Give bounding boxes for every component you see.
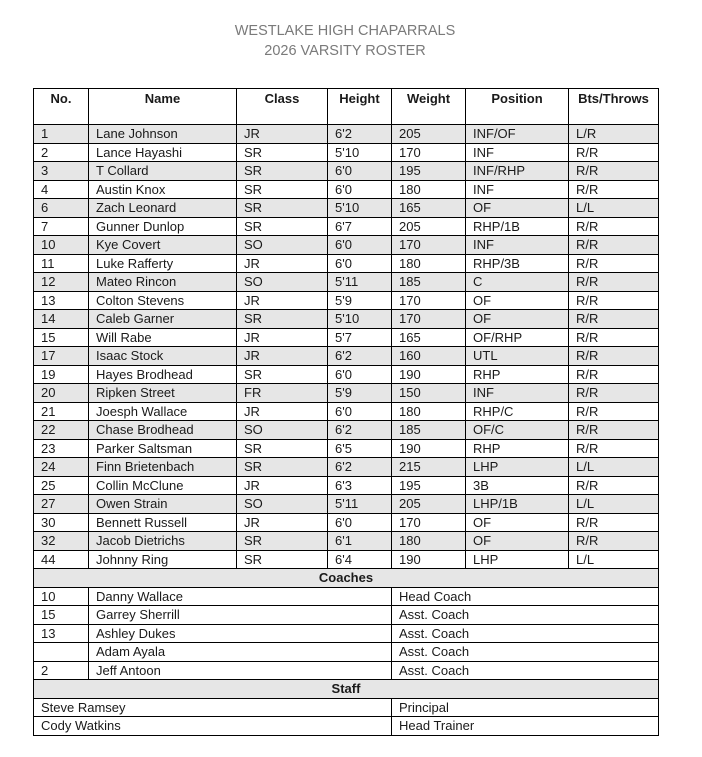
player-row [34, 550, 659, 569]
player-number-cell: 20 [34, 384, 89, 403]
player-class-cell: JR [237, 476, 328, 495]
header-row [34, 89, 659, 125]
player-row [34, 125, 659, 144]
player-bats-throws-cell: R/R [569, 532, 659, 551]
player-bats-throws-cell: R/R [569, 273, 659, 292]
staff-heading: Staff [34, 680, 659, 699]
player-weight-cell: 215 [392, 458, 466, 477]
player-name-cell: Caleb Garner [89, 310, 237, 329]
player-name-cell: Lance Hayashi [89, 143, 237, 162]
player-height-cell: 6'2 [328, 347, 392, 366]
coach-number-cell: 15 [34, 606, 89, 625]
player-height-cell: 5'9 [328, 384, 392, 403]
player-position-cell: OF [466, 310, 569, 329]
player-number-cell: 1 [34, 125, 89, 144]
player-name-cell: Owen Strain [89, 495, 237, 514]
coaches-heading-row [34, 569, 659, 588]
player-position-cell: C [466, 273, 569, 292]
player-position-cell: INF [466, 236, 569, 255]
player-number-cell: 27 [34, 495, 89, 514]
player-class-cell: SO [237, 495, 328, 514]
player-weight-cell: 205 [392, 125, 466, 144]
player-height-cell: 6'0 [328, 162, 392, 181]
player-row [34, 199, 659, 218]
staff-role-cell: Principal [392, 698, 659, 717]
player-class-cell: SR [237, 439, 328, 458]
player-weight-cell: 190 [392, 439, 466, 458]
coach-row [34, 606, 659, 625]
player-number-cell: 30 [34, 513, 89, 532]
coaches-heading: Coaches [34, 569, 659, 588]
player-class-cell: JR [237, 291, 328, 310]
header-name: Name [89, 89, 237, 125]
player-weight-cell: 195 [392, 476, 466, 495]
player-number-cell: 19 [34, 365, 89, 384]
player-bats-throws-cell: L/L [569, 199, 659, 218]
player-name-cell: Kye Covert [89, 236, 237, 255]
player-bats-throws-cell: R/R [569, 476, 659, 495]
player-height-cell: 6'0 [328, 402, 392, 421]
player-bats-throws-cell: R/R [569, 347, 659, 366]
player-weight-cell: 170 [392, 291, 466, 310]
player-class-cell: SR [237, 458, 328, 477]
player-bats-throws-cell: L/L [569, 458, 659, 477]
player-class-cell: SR [237, 162, 328, 181]
player-number-cell: 2 [34, 143, 89, 162]
player-weight-cell: 150 [392, 384, 466, 403]
coach-number-cell [34, 643, 89, 662]
player-weight-cell: 170 [392, 236, 466, 255]
player-weight-cell: 170 [392, 143, 466, 162]
player-number-cell: 10 [34, 236, 89, 255]
player-position-cell: OF [466, 199, 569, 218]
coach-number-cell: 13 [34, 624, 89, 643]
player-name-cell: Colton Stevens [89, 291, 237, 310]
coach-role-cell: Head Coach [392, 587, 659, 606]
player-height-cell: 6'2 [328, 125, 392, 144]
player-class-cell: JR [237, 347, 328, 366]
header-bts-throws: Bts/Throws [569, 89, 659, 125]
coach-role-cell: Asst. Coach [392, 624, 659, 643]
player-weight-cell: 205 [392, 217, 466, 236]
player-name-cell: Parker Saltsman [89, 439, 237, 458]
player-height-cell: 5'11 [328, 495, 392, 514]
player-name-cell: Collin McClune [89, 476, 237, 495]
player-position-cell: INF [466, 143, 569, 162]
staff-name-cell: Cody Watkins [34, 717, 392, 736]
player-class-cell: SR [237, 180, 328, 199]
player-class-cell: SR [237, 550, 328, 569]
player-row [34, 458, 659, 477]
player-bats-throws-cell: R/R [569, 513, 659, 532]
player-name-cell: Austin Knox [89, 180, 237, 199]
player-bats-throws-cell: R/R [569, 439, 659, 458]
player-row [34, 402, 659, 421]
player-height-cell: 6'0 [328, 513, 392, 532]
player-class-cell: JR [237, 402, 328, 421]
player-height-cell: 6'7 [328, 217, 392, 236]
player-height-cell: 6'5 [328, 439, 392, 458]
player-position-cell: 3B [466, 476, 569, 495]
player-name-cell: T Collard [89, 162, 237, 181]
player-row [34, 384, 659, 403]
player-bats-throws-cell: R/R [569, 180, 659, 199]
player-number-cell: 4 [34, 180, 89, 199]
player-name-cell: Bennett Russell [89, 513, 237, 532]
player-name-cell: Chase Brodhead [89, 421, 237, 440]
player-class-cell: JR [237, 513, 328, 532]
player-row [34, 291, 659, 310]
player-bats-throws-cell: L/L [569, 495, 659, 514]
player-bats-throws-cell: R/R [569, 421, 659, 440]
player-number-cell: 21 [34, 402, 89, 421]
header-height: Height [328, 89, 392, 125]
player-position-cell: LHP [466, 458, 569, 477]
player-height-cell: 6'1 [328, 532, 392, 551]
player-number-cell: 12 [34, 273, 89, 292]
player-row [34, 236, 659, 255]
player-class-cell: JR [237, 254, 328, 273]
player-class-cell: SO [237, 236, 328, 255]
player-row [34, 162, 659, 181]
player-weight-cell: 190 [392, 550, 466, 569]
player-bats-throws-cell: R/R [569, 143, 659, 162]
player-position-cell: INF/OF [466, 125, 569, 144]
coach-number-cell: 10 [34, 587, 89, 606]
player-position-cell: OF/RHP [466, 328, 569, 347]
player-number-cell: 3 [34, 162, 89, 181]
player-name-cell: Joesph Wallace [89, 402, 237, 421]
staff-row [34, 698, 659, 717]
player-weight-cell: 170 [392, 310, 466, 329]
player-class-cell: JR [237, 328, 328, 347]
player-name-cell: Jacob Dietrichs [89, 532, 237, 551]
player-position-cell: UTL [466, 347, 569, 366]
player-name-cell: Mateo Rincon [89, 273, 237, 292]
player-position-cell: RHP/1B [466, 217, 569, 236]
player-bats-throws-cell: R/R [569, 402, 659, 421]
player-weight-cell: 165 [392, 199, 466, 218]
coach-role-cell: Asst. Coach [392, 606, 659, 625]
player-number-cell: 44 [34, 550, 89, 569]
staff-row [34, 717, 659, 736]
coach-row [34, 587, 659, 606]
player-position-cell: INF [466, 180, 569, 199]
player-position-cell: LHP [466, 550, 569, 569]
player-position-cell: RHP/3B [466, 254, 569, 273]
player-weight-cell: 160 [392, 347, 466, 366]
player-bats-throws-cell: R/R [569, 254, 659, 273]
player-name-cell: Will Rabe [89, 328, 237, 347]
coach-row [34, 661, 659, 680]
player-height-cell: 6'0 [328, 365, 392, 384]
coach-row [34, 624, 659, 643]
player-weight-cell: 190 [392, 365, 466, 384]
player-bats-throws-cell: R/R [569, 328, 659, 347]
player-class-cell: SR [237, 365, 328, 384]
player-height-cell: 5'10 [328, 199, 392, 218]
player-number-cell: 23 [34, 439, 89, 458]
player-bats-throws-cell: R/R [569, 384, 659, 403]
player-weight-cell: 195 [392, 162, 466, 181]
player-number-cell: 17 [34, 347, 89, 366]
player-number-cell: 6 [34, 199, 89, 218]
player-row [34, 532, 659, 551]
player-name-cell: Luke Rafferty [89, 254, 237, 273]
player-position-cell: OF [466, 513, 569, 532]
player-weight-cell: 170 [392, 513, 466, 532]
player-bats-throws-cell: R/R [569, 162, 659, 181]
player-position-cell: RHP [466, 365, 569, 384]
header-class: Class [237, 89, 328, 125]
player-name-cell: Hayes Brodhead [89, 365, 237, 384]
player-number-cell: 22 [34, 421, 89, 440]
player-class-cell: SR [237, 532, 328, 551]
player-height-cell: 5'10 [328, 310, 392, 329]
header-position: Position [466, 89, 569, 125]
roster-table [33, 88, 659, 736]
coach-name-cell: Adam Ayala [89, 643, 392, 662]
coach-name-cell: Danny Wallace [89, 587, 392, 606]
player-height-cell: 5'10 [328, 143, 392, 162]
player-height-cell: 6'0 [328, 180, 392, 199]
player-row [34, 495, 659, 514]
player-row [34, 217, 659, 236]
player-weight-cell: 205 [392, 495, 466, 514]
player-row [34, 180, 659, 199]
player-row [34, 328, 659, 347]
player-bats-throws-cell: R/R [569, 365, 659, 384]
player-row [34, 273, 659, 292]
player-height-cell: 6'0 [328, 236, 392, 255]
player-class-cell: SO [237, 273, 328, 292]
player-row [34, 513, 659, 532]
player-class-cell: JR [237, 125, 328, 144]
player-weight-cell: 185 [392, 421, 466, 440]
player-position-cell: INF/RHP [466, 162, 569, 181]
player-position-cell: RHP [466, 439, 569, 458]
player-weight-cell: 180 [392, 180, 466, 199]
coach-name-cell: Garrey Sherrill [89, 606, 392, 625]
player-bats-throws-cell: R/R [569, 217, 659, 236]
player-number-cell: 25 [34, 476, 89, 495]
player-height-cell: 6'2 [328, 458, 392, 477]
player-position-cell: OF/C [466, 421, 569, 440]
player-row [34, 476, 659, 495]
player-class-cell: SR [237, 310, 328, 329]
coach-name-cell: Ashley Dukes [89, 624, 392, 643]
coach-name-cell: Jeff Antoon [89, 661, 392, 680]
player-position-cell: OF [466, 291, 569, 310]
staff-heading-row [34, 680, 659, 699]
player-name-cell: Johnny Ring [89, 550, 237, 569]
staff-role-cell: Head Trainer [392, 717, 659, 736]
header-no: No. [34, 89, 89, 125]
player-row [34, 439, 659, 458]
player-position-cell: OF [466, 532, 569, 551]
player-bats-throws-cell: R/R [569, 310, 659, 329]
player-name-cell: Finn Brietenbach [89, 458, 237, 477]
player-row [34, 143, 659, 162]
player-height-cell: 6'4 [328, 550, 392, 569]
coach-role-cell: Asst. Coach [392, 661, 659, 680]
player-position-cell: LHP/1B [466, 495, 569, 514]
player-class-cell: SR [237, 199, 328, 218]
player-bats-throws-cell: L/L [569, 550, 659, 569]
player-number-cell: 14 [34, 310, 89, 329]
player-weight-cell: 185 [392, 273, 466, 292]
player-class-cell: SR [237, 217, 328, 236]
player-height-cell: 5'7 [328, 328, 392, 347]
player-row [34, 365, 659, 384]
player-name-cell: Gunner Dunlop [89, 217, 237, 236]
player-class-cell: SR [237, 143, 328, 162]
player-name-cell: Zach Leonard [89, 199, 237, 218]
player-weight-cell: 180 [392, 254, 466, 273]
coach-number-cell: 2 [34, 661, 89, 680]
player-row [34, 254, 659, 273]
player-number-cell: 24 [34, 458, 89, 477]
player-weight-cell: 180 [392, 532, 466, 551]
player-row [34, 347, 659, 366]
player-weight-cell: 180 [392, 402, 466, 421]
player-position-cell: RHP/C [466, 402, 569, 421]
player-row [34, 310, 659, 329]
player-position-cell: INF [466, 384, 569, 403]
school-title: WESTLAKE HIGH CHAPARRALS [234, 23, 456, 39]
staff-name-cell: Steve Ramsey [34, 698, 392, 717]
player-number-cell: 13 [34, 291, 89, 310]
player-name-cell: Ripken Street [89, 384, 237, 403]
player-height-cell: 6'2 [328, 421, 392, 440]
coach-row [34, 643, 659, 662]
player-height-cell: 5'11 [328, 273, 392, 292]
player-bats-throws-cell: L/R [569, 125, 659, 144]
player-number-cell: 32 [34, 532, 89, 551]
player-bats-throws-cell: R/R [569, 291, 659, 310]
player-height-cell: 5'9 [328, 291, 392, 310]
player-row [34, 421, 659, 440]
player-height-cell: 6'0 [328, 254, 392, 273]
player-height-cell: 6'3 [328, 476, 392, 495]
player-bats-throws-cell: R/R [569, 236, 659, 255]
roster-title: 2026 VARSITY ROSTER [264, 43, 426, 59]
player-name-cell: Isaac Stock [89, 347, 237, 366]
player-number-cell: 15 [34, 328, 89, 347]
player-name-cell: Lane Johnson [89, 125, 237, 144]
header-weight: Weight [392, 89, 466, 125]
player-number-cell: 7 [34, 217, 89, 236]
player-number-cell: 11 [34, 254, 89, 273]
player-class-cell: SO [237, 421, 328, 440]
player-class-cell: FR [237, 384, 328, 403]
player-weight-cell: 165 [392, 328, 466, 347]
coach-role-cell: Asst. Coach [392, 643, 659, 662]
